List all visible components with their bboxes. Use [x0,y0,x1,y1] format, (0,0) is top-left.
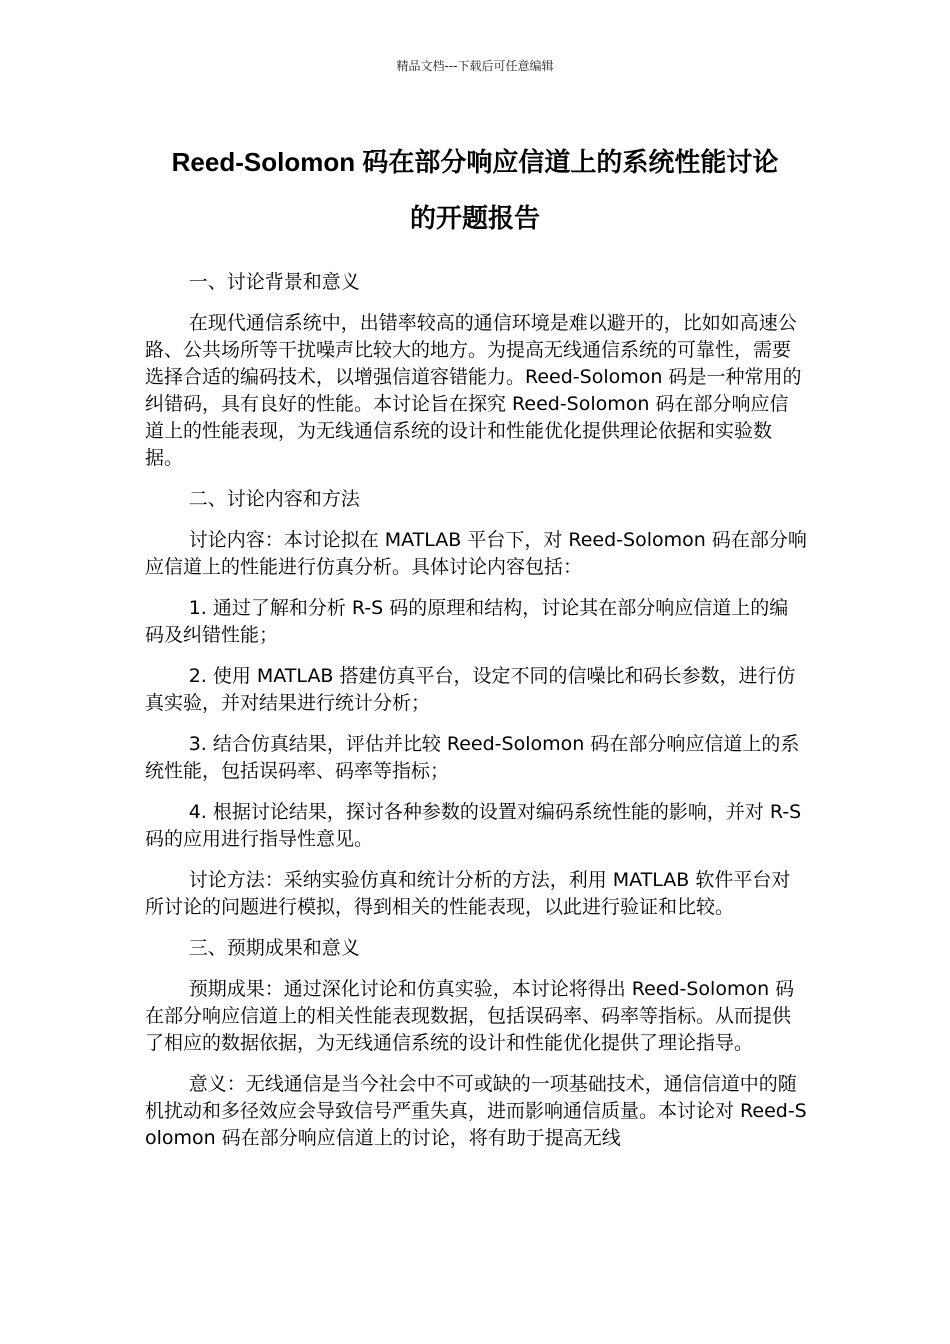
document-body [145,269,807,1166]
document-title [120,134,830,246]
paragraph-background: 在现代通信系统中，出错率较高的通信环境是难以避开的，比如如高速公路、公共场所等干扰噪声比较大的地方。为提高无线通信系统的可靠性，需要选择合适的编码技术，以增强信道容错能力。Reed-Solomon 码是一种常用的纠错码，具有良好的性能。本讨论旨在探究 Reed-Solomon 码在部分响应信道上的性能表现，为无线通信系统的设计和性能优化提供理论依据和实验数据。 [145,312,802,469]
paragraph-significance: 意义：无线通信是当今社会中不可或缺的一项基础技术，通信信道中的随机扰动和多径效应会导致信号严重失真，进而影响通信质量。本讨论对 Reed-Solomon 码在部分响应信道上的讨论，将有助于提高无线 [145,1073,807,1149]
page-header-note: 精品文档---下载后可任意编辑 [396,59,554,73]
list-item-3: 3. 结合仿真结果，评估并比较 Reed-Solomon 码在部分响应信道上的系统性能，包括误码率、码率等指标； [145,733,800,782]
list-item-4: 4. 根据讨论结果，探讨各种参数的设置对编码系统性能的影响，并对 R-S 码的应用进行指导性意见。 [145,801,802,850]
list-item-1: 1. 通过了解和分析 R-S 码的原理和结构，讨论其在部分响应信道上的编码及纠错性能； [145,597,789,646]
list-item-2: 2. 使用 MATLAB 搭建仿真平台，设定不同的信噪比和码长参数，进行仿真实验，并对结果进行统计分析； [145,665,796,714]
paragraph-research-content: 讨论内容：本讨论拟在 MATLAB 平台下，对 Reed-Solomon 码在部分响应信道上的性能进行仿真分析。具体讨论内容包括： [145,529,807,578]
document-title-line-2: 的开题报告 [409,203,540,233]
paragraph-research-method: 讨论方法：采纳实验仿真和统计分析的方法，利用 MATLAB 软件平台对所讨论的问题进行模拟，得到相关的性能表现，以此进行验证和比较。 [145,869,791,918]
section-heading-expected-results: 三、预期成果和意义 [188,937,360,959]
section-heading-content-method: 二、讨论内容和方法 [188,488,360,510]
document-title-line-1: Reed-Solomon 码在部分响应信道上的系统性能讨论 [171,147,779,177]
paragraph-expected-results: 预期成果：通过深化讨论和仿真实验，本讨论将得出 Reed-Solomon 码在部分响应信道上的相关性能表现数据，包括误码率、码率等指标。从而提供了相应的数据依据，为无线通信系统的设计和性能优化提供了理论指导。 [145,978,795,1054]
section-heading-background: 一、讨论背景和意义 [188,271,360,293]
